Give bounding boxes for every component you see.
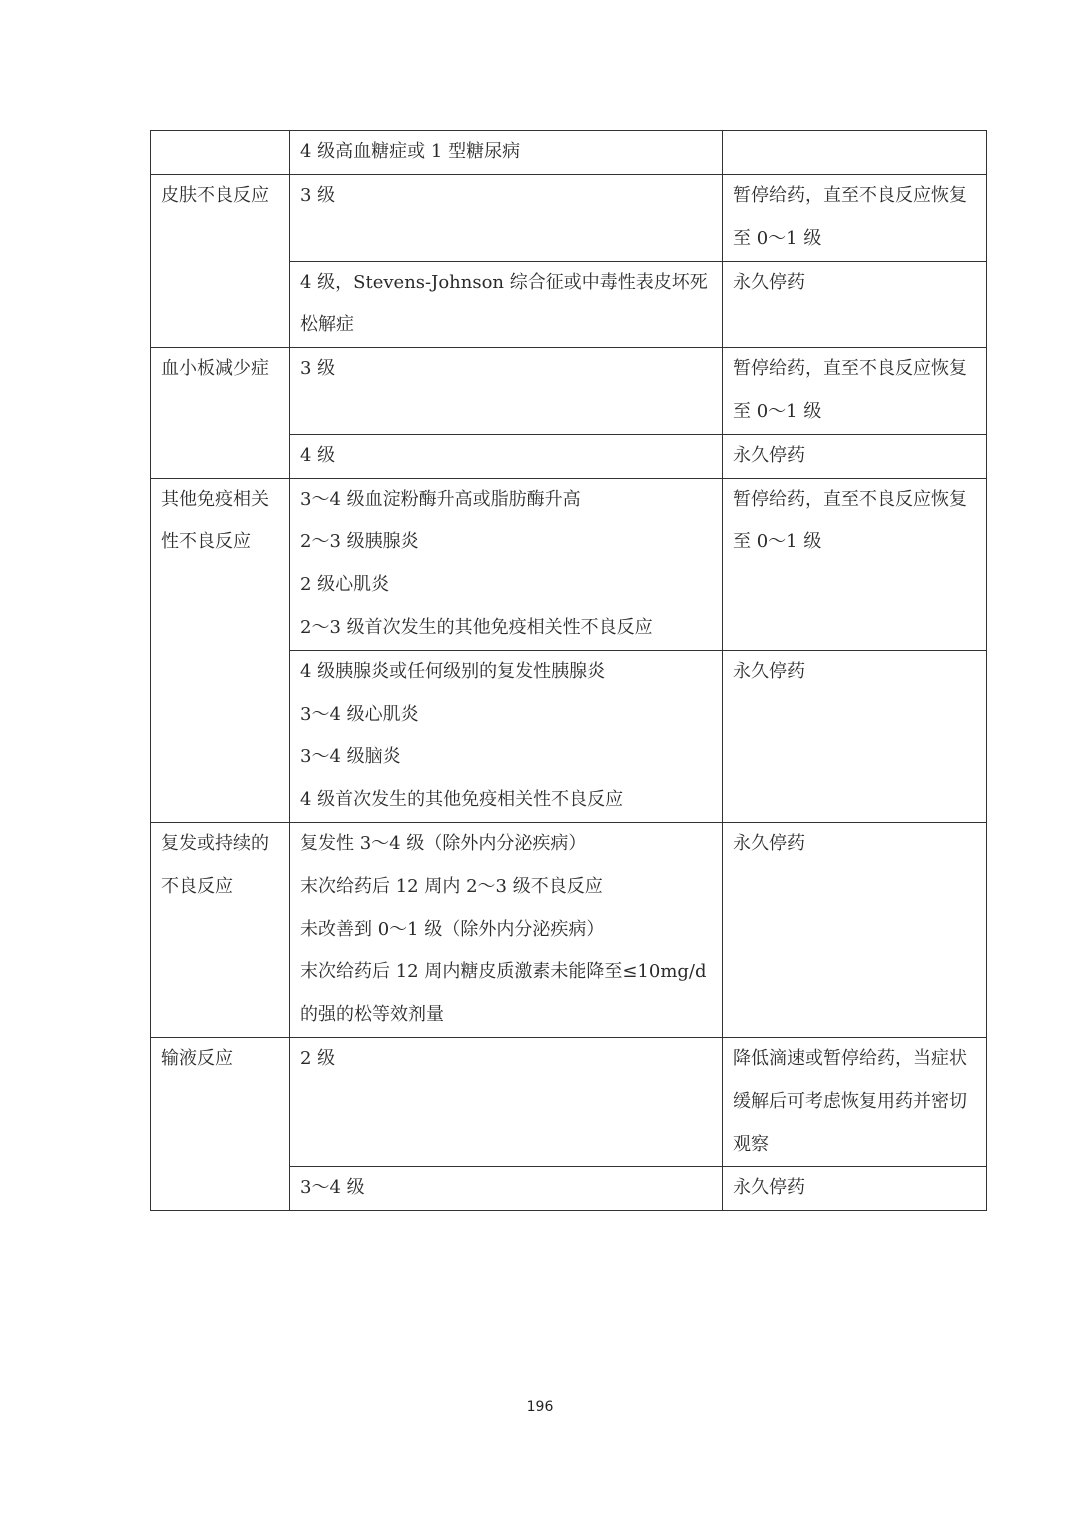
action-cell xyxy=(723,131,987,175)
page-number: 196 xyxy=(526,1399,554,1415)
grade-line: 4 级，Stevens-Johnson 综合征或中毒性表皮坏死松解症 xyxy=(300,271,708,336)
grade-line: 3 级 xyxy=(300,358,336,380)
category-cell: 皮肤不良反应 xyxy=(151,175,290,348)
grade-cell xyxy=(290,1037,723,1166)
table-row xyxy=(151,822,987,1037)
grade-line: 3～4 级 xyxy=(300,1177,365,1199)
grade-line: 复发性 3～4 级（除外内分泌疾病） xyxy=(300,832,587,854)
table-row xyxy=(151,131,987,175)
action-cell: 永久停药 xyxy=(723,1167,987,1211)
action-cell: 永久停药 xyxy=(723,650,987,822)
grade-line: 2 级心肌炎 xyxy=(300,574,390,596)
table-row xyxy=(151,1037,987,1166)
grade-cell xyxy=(290,650,723,822)
grade-line: 2～3 级首次发生的其他免疫相关性不良反应 xyxy=(300,616,653,638)
grade-line: 2 级 xyxy=(300,1047,336,1069)
grade-cell xyxy=(290,434,723,478)
grade-cell xyxy=(290,1167,723,1211)
grade-cell xyxy=(290,175,723,262)
grade-line: 3～4 级血淀粉酶升高或脂肪酶升高 xyxy=(300,488,581,510)
grade-line: 未改善到 0～1 级（除外内分泌疾病） xyxy=(300,918,605,940)
grade-cell xyxy=(290,131,723,175)
action-cell: 暂停给药，直至不良反应恢复至 0～1 级 xyxy=(723,478,987,650)
action-cell: 永久停药 xyxy=(723,822,987,1037)
grade-cell xyxy=(290,261,723,348)
grade-line: 末次给药后 12 周内 2～3 级不良反应 xyxy=(300,875,603,897)
table-row xyxy=(151,348,987,435)
grade-line: 4 级胰腺炎或任何级别的复发性胰腺炎 xyxy=(300,660,606,682)
action-cell: 降低滴速或暂停给药，当症状缓解后可考虑恢复用药并密切观察 xyxy=(723,1037,987,1166)
category-cell: 血小板减少症 xyxy=(151,348,290,478)
table-row xyxy=(151,478,987,650)
action-cell: 永久停药 xyxy=(723,261,987,348)
category-cell xyxy=(151,131,290,175)
grade-line: 3 级 xyxy=(300,185,336,206)
grade-line: 4 级 xyxy=(300,444,336,466)
category-cell: 其他免疫相关性不良反应 xyxy=(151,478,290,822)
category-cell: 输液反应 xyxy=(151,1037,290,1210)
grade-line: 4 级高血糖症或 1 型糖尿病 xyxy=(300,141,521,162)
action-cell: 永久停药 xyxy=(723,434,987,478)
grade-line: 2～3 级胰腺炎 xyxy=(300,531,419,553)
action-cell: 暂停给药，直至不良反应恢复至 0～1 级 xyxy=(723,348,987,435)
grade-line: 3～4 级心肌炎 xyxy=(300,703,419,725)
category-cell: 复发或持续的不良反应 xyxy=(151,822,290,1037)
adverse-reaction-table xyxy=(150,130,987,1211)
grade-line: 3～4 级脑炎 xyxy=(300,746,401,768)
grade-cell xyxy=(290,348,723,435)
grade-cell xyxy=(290,478,723,650)
grade-cell xyxy=(290,822,723,1037)
grade-line: 末次给药后 12 周内糖皮质激素未能降至≤10mg/d 的强的松等效剂量 xyxy=(300,961,707,1026)
table-row xyxy=(151,175,987,262)
grade-line: 4 级首次发生的其他免疫相关性不良反应 xyxy=(300,789,624,811)
action-cell: 暂停给药，直至不良反应恢复至 0～1 级 xyxy=(723,175,987,262)
